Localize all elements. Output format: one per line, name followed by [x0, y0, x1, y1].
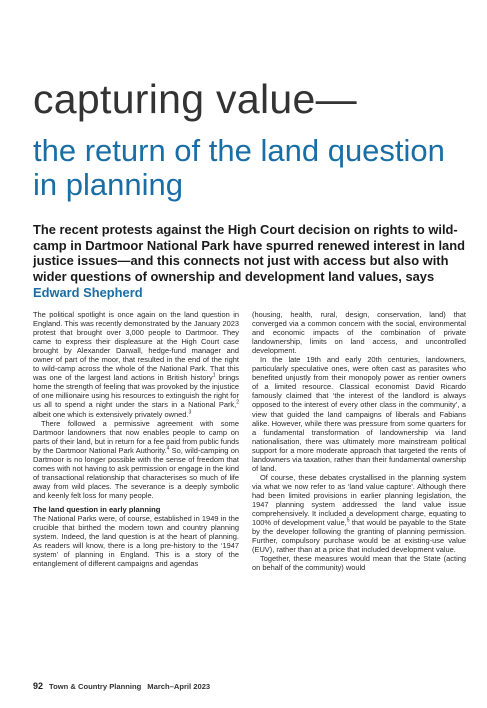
- standfirst: [33, 222, 473, 301]
- author-name: Edward Shepherd: [33, 284, 143, 300]
- footnote-ref: 4: [166, 445, 170, 452]
- section-subheading: The land question in early planning: [33, 504, 161, 514]
- article-subtitle: the return of the land question in planning: [33, 133, 445, 202]
- text-run: Of course, these debates crystallised in the planning system via what we now refer to as ‘land value capture’. Although there had been limited provisions in earlier planning legislation, the 1947 planning system addressed the land value issue comprehensively. It included a development charge, equating to 100% of development value,: [252, 472, 466, 528]
- text-run: The political spotlight is once again on the land question in England. This was recently demonstrated by the January 2023 protest that brought over 3,000 people to Dartmoor. They came to express their displeasure at the High Court case brought by Alexander Darwall, hedge-fund manager and owner of part of the moor, that resulted in the end of the right to wild-camp across the whole of the National Park. That this was one of the largest land actions in British history: [33, 310, 239, 383]
- paragraph: [252, 473, 466, 554]
- text-run: brings home the strength of feeling that was provoked by the injustice of one millionaire using his resources to extinguish the right for us all to spend a night under the stars in a National Park,: [33, 373, 239, 410]
- text-run: that would be payable to the State by the developer following the granting of planning permission. Further, compulsory purchase would be at existing-use value (EUV), rather than at a price that included development value.: [252, 518, 466, 555]
- text-run: There followed a permissive agreement with some Dartmoor landowners that now enables people to camp on parts of their land, but in return for a fee paid from public funds by the Dartmoor National Park Authority.: [33, 418, 239, 455]
- page-footer: [33, 681, 210, 692]
- magazine-name: Town & Country Planning: [49, 682, 142, 691]
- footnote-ref: 5: [346, 517, 350, 524]
- footnote-ref: 2: [236, 399, 239, 406]
- page-number: 92: [33, 681, 44, 691]
- article-title: capturing value—: [33, 76, 357, 122]
- body-column-left: [33, 310, 239, 568]
- issue-date: March–April 2023: [147, 682, 211, 691]
- paragraph: In the late 19th and early 20th centuries, landowners, particularly speculative ones, were often cast as parasites who benefited unjustly from their monopoly power as rentier owners of a limited resource. Classical economist David Ricardo famously claimed that ‘the interest of the landlord is always opposed to the interest of every other class in the community’, a view that guided the land campaigns of liberals and Fabians alike. However, while there was pressure from some quarters for a fundamental transformation of landownership via land nationalisation, there was ultimately more mainstream political support for a more moderate approach that targeted the rents of landowners via taxation, rather than their fundamental ownership of land.: [252, 355, 466, 473]
- body-column-right: [252, 310, 466, 572]
- footnote-ref: 3: [188, 409, 192, 416]
- standfirst-text: The recent protests against the High Court decision on rights to wild-camp in Dartmoor National Park have spurred renewed interest in land justice issues—and this connects not just with access but also with wider questions of ownership and development land values, says: [33, 222, 465, 285]
- paragraph: [33, 419, 239, 500]
- paragraph: [33, 310, 239, 419]
- paragraph: (housing, health, rural, design, conservation, land) that converged via a common concern with the social, environmental and economic impacts of the combination of private landownership, limits on land access, and uncontrolled development.: [252, 310, 466, 356]
- paragraph: Together, these measures would mean that the State (acting on behalf of the community) would: [252, 554, 466, 573]
- text-run: So, wild-camping on Dartmoor is no longer possible with the sense of freedom that comes with not having to ask permission or engage in the kind of transactional relationship that characterises so much of life away from wild places. The severance is a deeply symbolic and keenly felt loss for many people.: [33, 445, 239, 500]
- footnote-ref: 1: [212, 372, 216, 379]
- text-run: albeit one which is extensively privately owned.: [33, 409, 189, 419]
- paragraph: The National Parks were, of course, established in 1949 in the crucible that birthed the modern town and country planning system. Indeed, the land question is at the heart of planning. As readers will know, there is a long pre-history to the ‘1947 system’ of planning in England. This is a story of the entanglement of different campaigns and agendas: [33, 513, 239, 569]
